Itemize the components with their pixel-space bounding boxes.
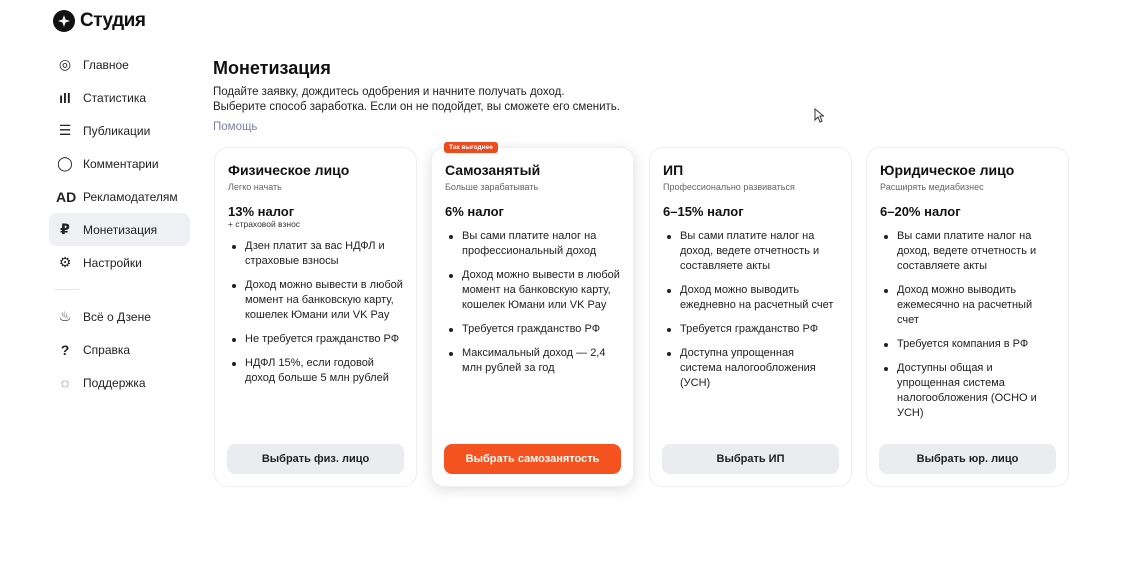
card-subtitle: Больше зарабатывать xyxy=(445,182,539,192)
feature-item: Требуется гражданство РФ xyxy=(445,322,620,337)
feature-item: НДФЛ 15%, если годовой доход больше 5 млн рублей xyxy=(228,356,403,386)
ruble-icon: ₽ xyxy=(60,221,70,237)
feature-item: Доход можно выводить ежедневно на расчетный счет xyxy=(663,283,838,313)
sidebar-item-label: Комментарии xyxy=(83,156,159,171)
feature-item: Доход можно вывести в любой момент на банковскую карту, кошелек Юмани или VK Pay xyxy=(228,278,403,323)
select-option-button[interactable]: Выбрать физ. лицо xyxy=(227,444,404,474)
sidebar-item-label: Рекламодателям xyxy=(83,189,178,204)
feature-item: Доступны общая и упрощенная система налогообложения (ОСНО и УСН) xyxy=(880,361,1055,421)
monetization-option-card xyxy=(649,147,852,487)
sidebar-item-label: Главное xyxy=(83,57,129,72)
page-subtitle: Подайте заявку, дождитесь одобрения и начните получать доход. xyxy=(213,86,565,98)
feature-item: Не требуется гражданство РФ xyxy=(228,332,403,347)
sidebar-item-label: Публикации xyxy=(83,123,151,138)
card-tax: 6% налог xyxy=(445,204,504,219)
sidebar-item[interactable] xyxy=(49,180,190,213)
sidebar-item-label: Всё о Дзене xyxy=(83,309,151,324)
card-features xyxy=(228,239,403,386)
sidebar-item-label: Справка xyxy=(83,342,131,357)
comment-icon: ◯ xyxy=(57,155,73,171)
publications-icon: ☰ xyxy=(58,122,72,138)
sidebar-item[interactable] xyxy=(49,114,190,147)
card-subtitle: Легко начать xyxy=(228,182,282,192)
card-title: Юридическое лицо xyxy=(880,162,1015,178)
feature-item: Доступна упрощенная система налогообложения (УСН) xyxy=(663,346,838,391)
card-subtitle: Расширять медиабизнес xyxy=(880,182,984,192)
feature-item: Дзен платит за вас НДФЛ и страховые взносы xyxy=(228,239,403,269)
card-tax-note: + страховой взнос xyxy=(228,219,301,229)
card-title: Физическое лицо xyxy=(228,162,350,178)
main-content xyxy=(213,58,620,135)
mouse-cursor-icon xyxy=(814,108,824,123)
feature-item: Доход можно вывести в любой момент на банковскую карту, кошелек Юмани или VK Pay xyxy=(445,268,620,313)
select-option-button[interactable]: Выбрать юр. лицо xyxy=(879,444,1056,474)
card-tax: 6–15% налог xyxy=(663,204,744,219)
feature-item: Доход можно выводить ежемесячно на расчетный счет xyxy=(880,283,1055,328)
sidebar-item[interactable] xyxy=(49,366,190,399)
chart-icon: ıll xyxy=(59,89,71,106)
card-features xyxy=(880,229,1055,421)
zen-logo-icon xyxy=(53,10,75,32)
help-icon: ? xyxy=(60,341,70,358)
sidebar-item[interactable] xyxy=(49,246,190,279)
feature-item: Вы сами платите налог на профессиональный доход xyxy=(445,229,620,259)
card-features xyxy=(445,229,620,376)
card-features xyxy=(663,229,838,391)
page-subtitle-2: Выберите способ заработка. Если он не подойдет, вы сможете его сменить. xyxy=(213,101,620,113)
sidebar-item[interactable] xyxy=(49,333,190,366)
sidebar-item[interactable] xyxy=(49,147,190,180)
card-tax: 13% налог xyxy=(228,204,295,219)
support-icon: ◌ xyxy=(60,374,70,391)
sidebar-item-label: Поддержка xyxy=(83,375,146,390)
studio-logo[interactable] xyxy=(53,10,145,32)
card-title: Самозанятый xyxy=(445,162,541,178)
sidebar-nav xyxy=(49,48,190,399)
monetization-option-card xyxy=(866,147,1069,487)
sidebar-item[interactable] xyxy=(49,48,190,81)
sidebar-divider xyxy=(54,289,79,290)
flame-icon: ♨ xyxy=(58,308,72,324)
app-title: Студия xyxy=(80,10,146,31)
gear-icon: ⚙ xyxy=(58,254,72,270)
sidebar-item-label: Настройки xyxy=(83,255,142,270)
select-option-button[interactable]: Выбрать самозанятость xyxy=(444,444,621,474)
monetization-option-card xyxy=(214,147,417,487)
recommended-badge: Так выгоднее xyxy=(444,142,498,153)
card-tax: 6–20% налог xyxy=(880,204,961,219)
feature-item: Вы сами платите налог на доход, ведете отчетность и составляете акты xyxy=(880,229,1055,274)
monetization-option-card xyxy=(431,144,634,487)
feature-item: Вы сами платите налог на доход, ведете отчетность и составляете акты xyxy=(663,229,838,274)
help-link[interactable]: Помощь xyxy=(213,121,258,133)
page-title: Монетизация xyxy=(213,58,331,78)
sidebar-item[interactable] xyxy=(49,213,190,246)
feature-item: Требуется компания в РФ xyxy=(880,337,1055,352)
planet-icon: ◎ xyxy=(58,56,72,72)
sidebar-item-label: Монетизация xyxy=(83,222,158,237)
card-title: ИП xyxy=(663,162,684,178)
sidebar-item-label: Статистика xyxy=(83,90,147,105)
feature-item: Требуется гражданство РФ xyxy=(663,322,838,337)
select-option-button[interactable]: Выбрать ИП xyxy=(662,444,839,474)
ad-icon: AD xyxy=(56,188,77,205)
card-subtitle: Профессионально развиваться xyxy=(663,182,795,192)
feature-item: Максимальный доход — 2,4 млн рублей за год xyxy=(445,346,620,376)
sidebar-item[interactable] xyxy=(49,300,190,333)
sidebar-item[interactable] xyxy=(49,81,190,114)
